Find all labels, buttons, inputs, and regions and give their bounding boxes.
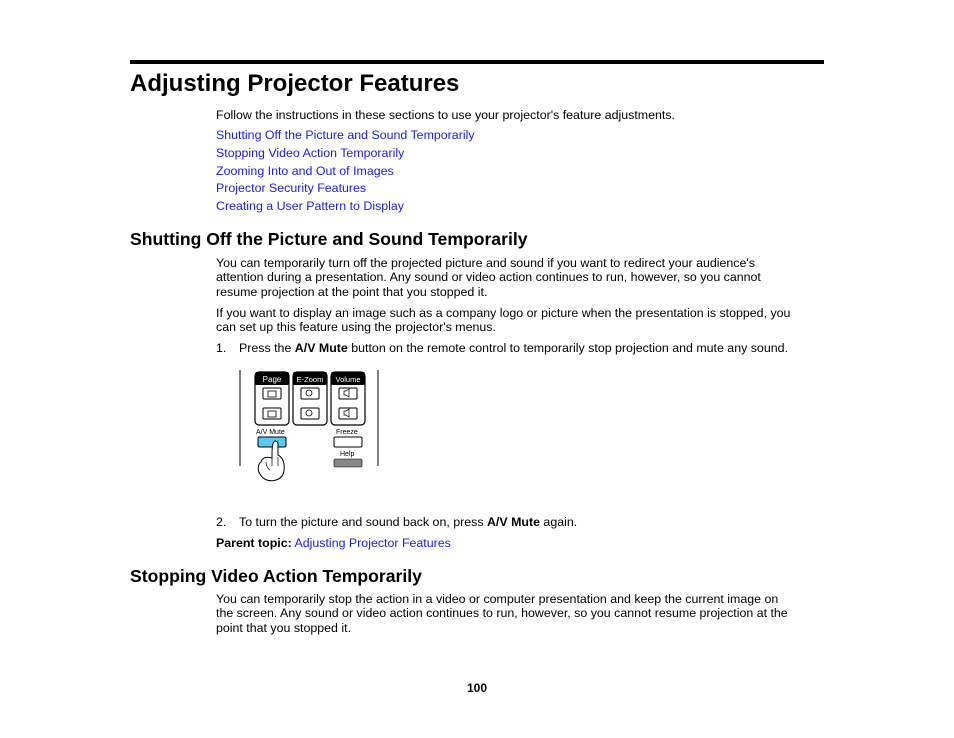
paragraph-line: You can temporarily stop the action in a video or computer presentation and keep the current image on xyxy=(216,592,779,606)
link-zooming[interactable]: Zooming Into and Out of Images xyxy=(216,163,394,178)
topic-link-list xyxy=(216,127,475,216)
title-rule xyxy=(130,60,824,64)
link-shutting-off[interactable]: Shutting Off the Picture and Sound Temporarily xyxy=(216,128,475,142)
section2-paragraph xyxy=(216,592,826,635)
volume-label: Volume xyxy=(335,375,361,384)
paragraph-line: You can temporarily turn off the projected picture and sound if you want to redirect your audience's xyxy=(216,256,755,270)
intro-text: Follow the instructions in these sections to use your projector's feature adjustments. xyxy=(216,108,675,122)
parent-topic xyxy=(216,536,451,551)
topic-link-item xyxy=(216,145,475,163)
section1-paragraph-2 xyxy=(216,306,826,335)
help-button xyxy=(334,459,362,467)
ezoom-label: E-Zoom xyxy=(296,375,324,384)
zoom-out-button xyxy=(301,408,319,419)
page-button-group xyxy=(255,372,289,425)
paragraph-line: If you want to display an image such as a company logo or picture when the presentation is stopped, you xyxy=(216,306,791,320)
step-1 xyxy=(216,341,836,356)
page-number: 100 xyxy=(466,681,488,695)
paragraph-line: the screen. Any sound or video action continues to run, however, so you cannot resume projection at the xyxy=(216,606,788,621)
section-heading-stopping-video: Stopping Video Action Temporarily xyxy=(130,566,422,586)
step-bold-text: A/V Mute xyxy=(294,341,348,355)
step-text: To turn the picture and sound back on, press xyxy=(239,515,487,529)
freeze-button xyxy=(334,437,362,447)
topic-link-item xyxy=(216,127,475,145)
paragraph-line: attention during a presentation. Any sound or video action continues to run, however, so you cannot xyxy=(216,270,761,285)
zoom-in-button xyxy=(301,388,319,399)
av-mute-button xyxy=(258,437,286,447)
step-text: again. xyxy=(539,515,578,529)
remote-control-illustration xyxy=(236,366,386,484)
link-security[interactable]: Projector Security Features xyxy=(216,181,367,196)
step-2 xyxy=(216,515,836,530)
page-title: Adjusting Projector Features xyxy=(130,70,460,97)
link-stopping-video[interactable]: Stopping Video Action Temporarily xyxy=(216,145,405,160)
topic-link-item xyxy=(216,163,475,181)
link-user-pattern[interactable]: Creating a User Pattern to Display xyxy=(216,199,405,214)
step-number: 2. xyxy=(216,515,227,529)
freeze-label: Freeze xyxy=(336,429,358,436)
step-text: Press the xyxy=(239,341,295,355)
step-text: button on the remote control to temporarily stop projection and mute any sound. xyxy=(347,341,788,355)
paragraph-line: point that you stopped it. xyxy=(216,620,352,635)
parent-topic-label: Parent topic: xyxy=(216,536,292,550)
topic-link-item xyxy=(216,198,475,216)
page-label: Page xyxy=(262,375,282,384)
paragraph-line: can set up this feature using the projector's menus. xyxy=(216,320,496,335)
section1-paragraph-1 xyxy=(216,256,826,299)
step-number: 1. xyxy=(216,341,227,355)
help-label: Help xyxy=(340,451,355,458)
step-bold-text: A/V Mute xyxy=(486,515,540,529)
topic-link-item xyxy=(216,180,475,198)
volume-button-group xyxy=(331,372,365,425)
ezoom-button-group xyxy=(293,372,327,425)
paragraph-line: resume projection at the point that you stopped it. xyxy=(216,284,488,299)
section-heading-shutting-off: Shutting Off the Picture and Sound Temporarily xyxy=(130,229,528,249)
av-mute-label: A/V Mute xyxy=(256,429,285,436)
parent-topic-link[interactable]: Adjusting Projector Features xyxy=(294,536,451,550)
